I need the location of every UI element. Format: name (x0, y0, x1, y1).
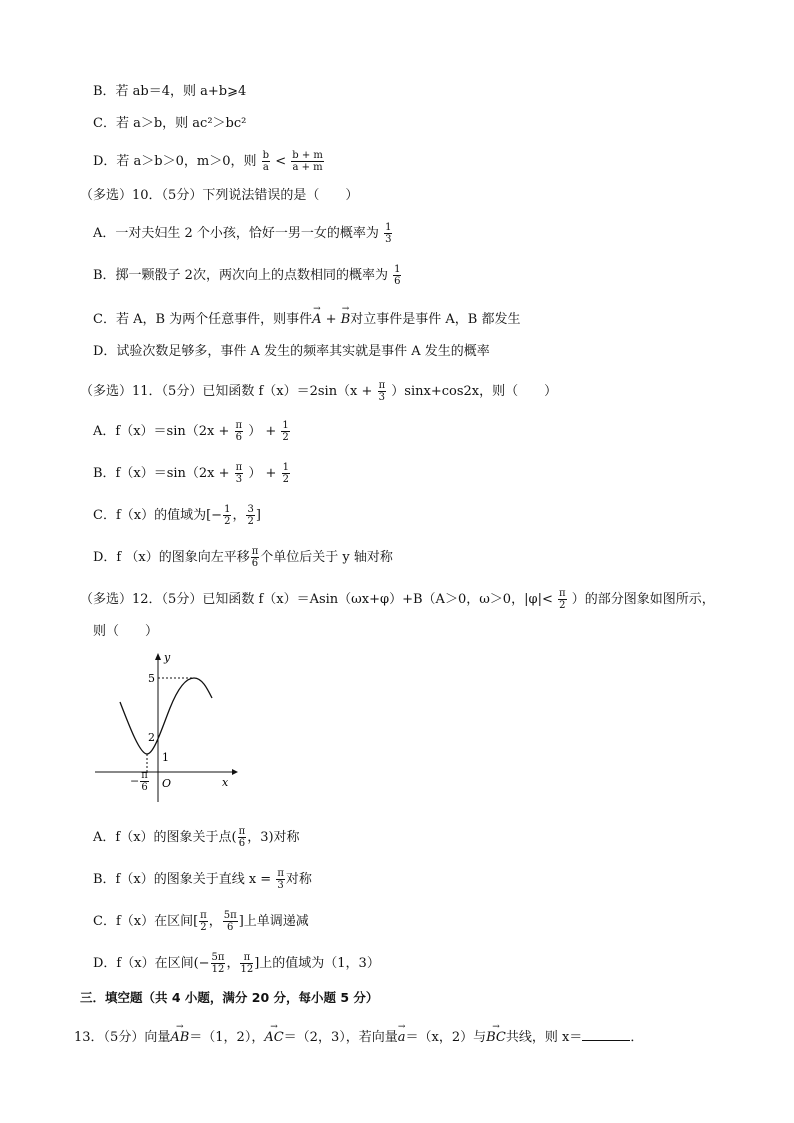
q12-c-sep: ， (208, 914, 222, 929)
q12-option-c (93, 910, 309, 933)
q11-b-mid: ） + (248, 466, 277, 481)
q9-d-fraction-1: $\frac{b}{a}$ (262, 150, 270, 173)
q11-a-mid: ） + (248, 424, 277, 439)
q12-c-post: ]上单调递减 (238, 914, 309, 929)
q9-option-d (93, 150, 325, 173)
vector-a-bar: → A (312, 310, 321, 330)
tick-1: 1 (162, 751, 169, 764)
q10-option-a (93, 222, 393, 245)
q12-stem-post: ）的部分图象如图所示， (571, 592, 715, 607)
q10-c-post: 对立事件是事件 A，B 都发生 (350, 312, 521, 327)
q12-c-fraction-1: $\frac{\pi}{2}$ (200, 910, 207, 933)
tick-2: 2 (148, 731, 155, 744)
q11-stem (80, 380, 557, 403)
q11-stem-pre: （多选）11．（5分）已知函数 f（x）＝2sin（x + (80, 384, 373, 399)
q10-option-c (93, 310, 521, 330)
x-tick-fraction: $\frac{\pi}{6}$ (141, 770, 148, 793)
q10-option-b (93, 264, 402, 287)
q10-option-d: D．试验次数足够多，事件 A 发生的频率其实就是事件 A 发生的概率 (93, 344, 490, 359)
q12-b-pre: B．f（x）的图象关于直线 x = (93, 872, 272, 887)
q12-d-post: ]上的值域为（1，3） (254, 956, 380, 971)
q9-d-fraction-2: $\frac{b + m}{a + m}$ (292, 150, 323, 173)
q11-option-b (93, 462, 291, 485)
q10-c-text: C．若 A，B 为两个任意事件，则事件 (93, 312, 313, 327)
q12-d-fraction-1: $\frac{5\pi}{12}$ (211, 952, 225, 975)
q13-p1: 13．（5分）向量 (74, 1030, 171, 1045)
q10-stem: （多选）10．（5分）下列说法错误的是（ ） (80, 188, 359, 203)
q11-d-pre: D．f （x）的图象向左平移 (93, 550, 250, 565)
q12-option-b (93, 868, 312, 891)
q11-a-pre: A．f（x）＝sin（2x + (93, 424, 230, 439)
q11-stem-fraction: $\frac{\pi}{3}$ (378, 380, 386, 403)
q9-d-text: D．若 a＞b＞0，m＞0，则 (93, 154, 257, 169)
q10-b-text: B．掷一颗骰子 2次，两次向上的点数相同的概率为 (93, 268, 388, 283)
q11-c-fraction-1: $\frac{1}{2}$ (224, 504, 231, 527)
q12-d-sep: ， (226, 956, 240, 971)
q12-stem (80, 588, 715, 611)
q11-a-fraction-1: $\frac{\pi}{6}$ (235, 420, 243, 443)
q12-a-post: ，3)对称 (247, 830, 300, 845)
q11-a-fraction-2: $\frac{1}{2}$ (282, 420, 289, 443)
tick-5: 5 (148, 672, 155, 685)
x-tick-sign: − (130, 774, 140, 788)
q12-a-pre: A．f（x）的图象关于点( (93, 830, 237, 845)
answer-blank[interactable] (582, 1028, 630, 1041)
q12-option-a (93, 826, 300, 849)
q11-c-sep: ， (232, 508, 246, 523)
q13-p2: ＝（1，2）， (189, 1030, 265, 1045)
x-label: x (222, 776, 229, 789)
q10-a-text: A．一对夫妇生 2 个小孩，恰好一男一女的概率为 (93, 226, 379, 241)
q11-b-fraction-2: $\frac{1}{2}$ (282, 462, 289, 485)
vector-ab: → AB (170, 1028, 189, 1048)
q12-stem-line2: 则（ ） (93, 624, 159, 639)
q9-d-lt: < (275, 154, 287, 169)
vector-ac: → AC (264, 1028, 283, 1048)
q12-stem-fraction: $\frac{\pi}{2}$ (558, 588, 566, 611)
q9-option-b: B．若 ab＝4，则 a+b⩾4 (93, 84, 247, 99)
q12-option-d (93, 952, 380, 975)
q13-p4: ＝（x，2）与 (405, 1030, 487, 1045)
q12-d-fraction-2: $\frac{\pi}{12}$ (240, 952, 254, 975)
q11-b-pre: B．f（x）＝sin（2x + (93, 466, 230, 481)
q9-option-c: C．若 a＞b，则 ac²＞bc² (93, 116, 247, 131)
q12-a-fraction: $\frac{\pi}{6}$ (238, 826, 246, 849)
q10-b-fraction: $\frac{1}{6}$ (394, 264, 401, 287)
q11-c-fraction-2: $\frac{3}{2}$ (247, 504, 254, 527)
q11-stem-post: ）sinx+cos2x，则（ ） (391, 384, 558, 399)
y-axis-arrow (155, 653, 161, 660)
q12-d-pre: D．f（x）在区间(− (93, 956, 210, 971)
q10-c-plus: + (321, 312, 341, 327)
section-3-title: 三．填空题（共 4 小题，满分 20 分，每小题 5 分） (80, 990, 379, 1005)
q13-p3: ＝（2，3），若向量 (283, 1030, 398, 1045)
q11-option-a (93, 420, 291, 443)
q11-d-fraction: $\frac{\pi}{6}$ (251, 546, 259, 569)
y-label: y (164, 651, 171, 664)
vector-bc: → BC (486, 1028, 506, 1048)
q11-option-c (93, 504, 261, 527)
q10-a-fraction: $\frac{1}{3}$ (385, 222, 392, 245)
q12-b-fraction: $\frac{\pi}{3}$ (277, 868, 284, 891)
q11-b-fraction-1: $\frac{\pi}{3}$ (235, 462, 243, 485)
x-tick-neg-pi-6 (130, 770, 150, 793)
vector-a: → a (398, 1028, 406, 1048)
q11-c-post: ] (255, 508, 261, 523)
q12-c-fraction-2: $\frac{5\pi}{6}$ (223, 910, 237, 933)
q12-c-pre: C．f（x）在区间[ (93, 914, 199, 929)
sine-curve (120, 678, 212, 754)
q11-d-post: 个单位后关于 y 轴对称 (260, 550, 393, 565)
q11-option-d (93, 546, 393, 569)
q13-p6: ． (630, 1030, 644, 1045)
vector-b: → B (341, 310, 351, 330)
q13 (74, 1028, 643, 1048)
q11-c-pre: C．f（x）的值域为[− (93, 508, 223, 523)
x-axis-arrow (232, 769, 238, 775)
q12-b-post: 对称 (285, 872, 312, 887)
q13-p5: 共线，则 x＝ (505, 1030, 583, 1045)
origin-label: O (162, 777, 172, 790)
q12-stem-pre: （多选）12．（5分）已知函数 f（x）＝Asin（ωx+φ）+B（A＞0，ω＞0，|φ|< (80, 592, 553, 607)
